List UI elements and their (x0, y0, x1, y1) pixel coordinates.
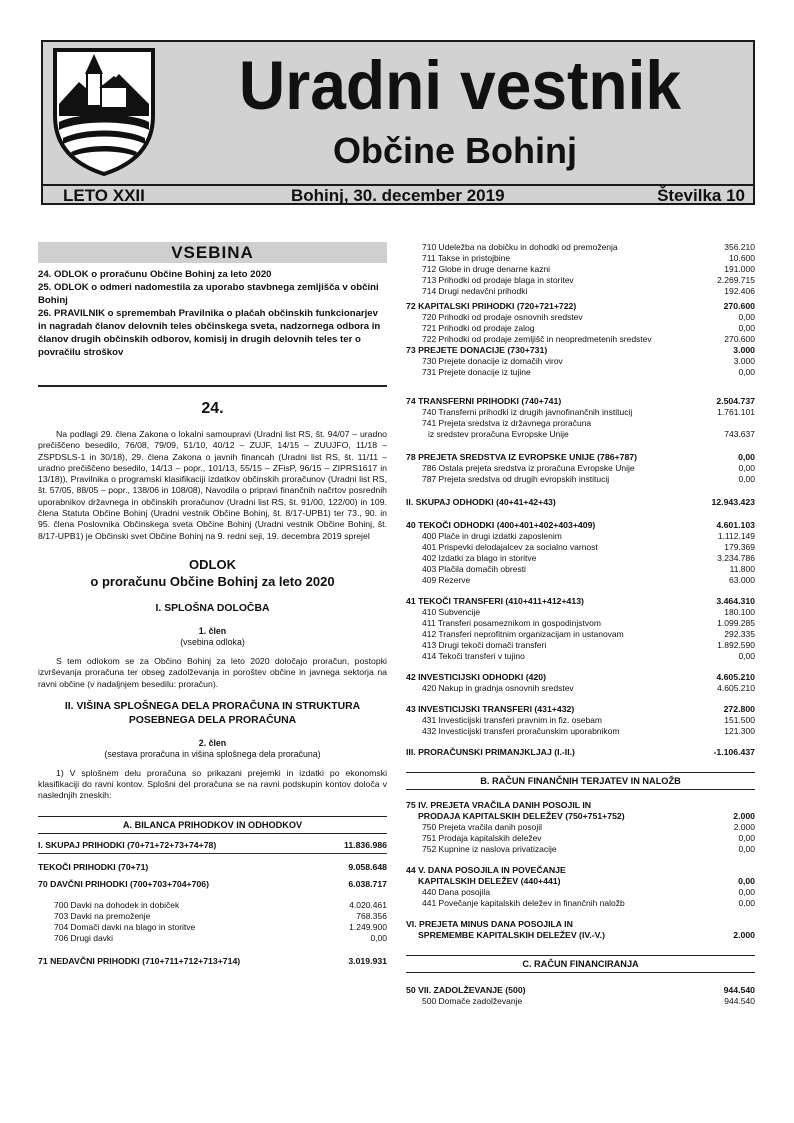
masthead-title: Uradni vestnik (238, 47, 682, 124)
article-subtitle: (sestava proračuna in višina splošnega dela proračuna) (104, 748, 321, 759)
table-row: 40 TEKOČI ODHODKI (400+401+402+403+409) 4.601.103 (406, 520, 755, 530)
table-row: 75 IV. PREJETA VRAČILA DANIH POSOJIL IN (406, 800, 592, 810)
masthead-subtitle: Občine Bohinj (332, 130, 577, 171)
contents-item: 24. ODLOK o proračunu Občine Bohinj za leto 2020 (38, 269, 272, 280)
municipal-crest-logo (49, 46, 159, 176)
table-row: PRODAJA KAPITALSKIH DELEŽEV (750+751+752) 2.000 (418, 811, 755, 821)
table-row: 440 Dana posojila 0,00 (422, 887, 755, 897)
table-row: 400 Plače in drugi izdatki zaposlenim 1.112.149 (422, 531, 755, 541)
table-row: 403 Plačila domačih obresti 11.800 (422, 564, 755, 574)
year-label: LETO XXII (63, 186, 145, 205)
issue-date: Bohinj, 30. december 2019 (291, 186, 505, 205)
left-column (38, 242, 387, 967)
contents-item: 25. ODLOK o odmeri nadomestila za uporabo stavbnega zemljišča v občini Bohinj (38, 282, 379, 306)
table-row: 409 Rezerve 63.000 (422, 575, 755, 585)
table-row: II. SKUPAJ ODHODKI (40+41+42+43) 12.943.423 (406, 497, 755, 507)
table-row: 710 Udeležba na dobičku in dohodki od premoženja 356.210 (422, 242, 755, 252)
table-row: 401 Prispevki delodajalcev za socialno varnost 179.369 (422, 542, 755, 552)
table-row: 752 Kupnine iz naslova privatizacije 0,00 (422, 844, 755, 854)
table-row: 730 Prejete donacije iz domačih virov 3.000 (422, 356, 755, 366)
preamble-text: Na podlagi 29. člena Zakona o lokalni samoupravi (Uradni list RS, št. 94/07 – uradno prečiščeno besedilo, 76/08, 79/09, 51/10, 40/12 – ZUJF, 14/15 – ZUUJFO, 11/18 – ZSPDSLS-1 in 30/18), 29. člena Zakona o javnih financah (Uradni list RS, št. 11/11 – uradno prečiščeno besedilo, 14/13 – popr., 101/13, 55/15 – ZFisP, 96/15 – ZIPRS1617 in 13/18)), Pravilnika o programski klasifikaciji izdatkov občinskih proračunov (Uradni list RS, št. 57/05, 88/05 – popr., 138/06 in 108/08), Navodila o pripravi finančnih načrtov posrednih uporabnikov državnega in občinskih proračunov (Uradni list RS, št. 91/00, 122/00) in 109. člena Statuta Občine Bohinj (Uradni vestnik Občine Bohinj, št. 8/17-UPB1) ter 73., 90. in 95. člena Poslovnika Občinskega sveta Občine Bohinj (Uradni vestnik Občine Bohinj, št. 8/17-UPB1) je Občinski svet Občine Bohinj na 9. redni seji, 19. decembra 2019 sprejel (38, 429, 387, 541)
table-row: 41 TEKOČI TRANSFERI (410+411+412+413) 3.464.310 (406, 596, 755, 606)
table-row: 441 Povečanje kapitalskih deležev in finančnih naložb 0,00 (422, 898, 755, 908)
table-row: 410 Subvencije 180.100 (422, 607, 755, 617)
table-row: SPREMEMBE KAPITALSKIH DELEŽEV (IV.-V.) 2.000 (418, 930, 755, 940)
table-row: 78 PREJETA SREDSTVA IZ EVROPSKE UNIJE (786+787) 0,00 (406, 452, 755, 462)
table-row: TEKOČI PRIHODKI (70+71) 9.058.648 (38, 861, 387, 872)
table-row: 412 Transferi neprofitnim organizacijam in ustanovam 292.335 (422, 629, 755, 639)
table-row: 706 Drugi davki 0,00 (54, 932, 387, 943)
table-row: 74 TRANSFERNI PRIHODKI (740+741) 2.504.737 (406, 396, 755, 406)
act-number: 24. (201, 400, 224, 417)
table-row: iz sredstev proračuna Evropske Unije 743.637 (428, 429, 755, 439)
table-row: 70 DAVČNI PRIHODKI (700+703+704+706) 6.038.717 (38, 878, 387, 889)
table-heading: A. BILANCA PRIHODKOV IN ODHODKOV (38, 816, 387, 834)
table-row: 431 Investicijski transferi pravnim in fiz. osebam 151.500 (422, 715, 755, 725)
table-row: 411 Transferi posameznikom in gospodinjstvom 1.099.285 (422, 618, 755, 628)
article-text: S tem odlokom se za Občino Bohinj za leto 2020 določajo proračun, postopki izvrševanja proračuna ter obseg zadolževanja in poroštev občine in javnega sektorja na ravni občine (v nadaljnjem besedilu: proračun). (38, 655, 387, 689)
table-row: 402 Izdatki za blago in storitve 3.234.786 (422, 553, 755, 563)
table-row: 42 INVESTICIJSKI ODHODKI (420) 4.605.210 (406, 672, 755, 682)
table-row: 703 Davki na premoženje 768.356 (54, 910, 387, 921)
table-row: 786 Ostala prejeta sredstva iz proračuna Evropske Unije 0,00 (422, 463, 755, 473)
table-row: 751 Prodaja kapitalskih deležev 0,00 (422, 833, 755, 843)
table-row: 741 Prejeta sredstva iz državnega proračuna (422, 418, 592, 428)
table-row: 720 Prihodki od prodaje osnovnih sredstev 0,00 (422, 312, 755, 322)
act-title: ODLOK (189, 556, 236, 572)
article-number: 2. člen (198, 737, 227, 748)
table-row: I. SKUPAJ PRIHODKI (70+71+72+73+74+78) 11.836.986 (38, 839, 387, 850)
table-row: 714 Drugi nedavčni prihodki 192.406 (422, 286, 755, 296)
table-row: 500 Domače zadolževanje 944.540 (422, 996, 755, 1006)
part-heading: II. VIŠINA SPLOŠNEGA DELA PRORAČUNA IN STRUKTURA POSEBNEGA DELA PRORAČUNA (64, 700, 361, 726)
table-row: 711 Takse in pristojbine 10.600 (422, 253, 755, 263)
table-row: 71 NEDAVČNI PRIHODKI (710+711+712+713+714) 3.019.931 (38, 955, 387, 966)
table-row: 420 Nakup in gradnja osnovnih sredstev 4.605.210 (422, 683, 755, 693)
table-row: 73 PREJETE DONACIJE (730+731) 3.000 (406, 345, 755, 355)
contents-item: 26. PRAVILNIK o spremembah Pravilnika o plačah občinskih funkcionarjev in nagradah članov delovnih teles občinskega sveta, nadzornega odbora in članov drugih občinskih odborov, komisij in drugih delovnih teles ter o povračilu stroškov (38, 308, 381, 358)
table-row: 50 VII. ZADOLŽEVANJE (500) 944.540 (406, 985, 755, 995)
issue-number: Številka 10 (657, 186, 745, 205)
table-row: 704 Domači davki na blago in storitve 1.249.900 (54, 921, 387, 932)
table-row: 432 Investicijski transferi proračunskim uporabnikom 121.300 (422, 726, 755, 736)
table-row: 700 Davki na dohodek in dobiček 4.020.461 (54, 899, 387, 910)
table-row: 413 Drugi tekoči domači transferi 1.892.590 (422, 640, 755, 650)
right-column (406, 242, 755, 1007)
table-row: 721 Prihodki od prodaje zalog 0,00 (422, 323, 755, 333)
table-row: 750 Prejeta vračila danih posojil 2.000 (422, 822, 755, 832)
article-subtitle: (vsebina odloka) (180, 636, 245, 647)
table-row: 787 Prejeta sredstva od drugih evropskih institucij 0,00 (422, 474, 755, 484)
table-row: 731 Prejete donacije iz tujine 0,00 (422, 367, 755, 377)
table-row: 43 INVESTICIJSKI TRANSFERI (431+432) 272.800 (406, 704, 755, 714)
table-row: 44 V. DANA POSOJILA IN POVEČANJE (406, 865, 566, 875)
table-row: 72 KAPITALSKI PRIHODKI (720+721+722) 270.600 (406, 301, 755, 311)
table-row: III. PRORAČUNSKI PRIMANJKLJAJ (I.-II.) -1.106.437 (406, 747, 755, 757)
contents-heading: VSEBINA (38, 242, 387, 263)
table-row: 713 Prihodki od prodaje blaga in storitev 2.269.715 (422, 275, 755, 285)
table-row: 712 Globe in druge denarne kazni 191.000 (422, 264, 755, 274)
part-heading: I. SPLOŠNA DOLOČBA (155, 602, 270, 614)
table-row: 740 Transferni prihodki iz drugih javnofinančnih institucij 1.761.101 (422, 407, 755, 417)
act-subtitle: o proračunu Občine Bohinj za leto 2020 (90, 573, 335, 589)
table-row: 722 Prihodki od prodaje zemljišč in neopredmetenih sredstev 270.600 (422, 334, 755, 344)
table-row: VI. PREJETA MINUS DANA POSOJILA IN (406, 919, 573, 929)
table-heading: B. RAČUN FINANČNIH TERJATEV IN NALOŽB (406, 772, 755, 790)
masthead-info-bar (43, 184, 753, 205)
article-text: 1) V splošnem delu proračuna so prikazani prejemki in izdatki po ekonomski klasifikaciji do ravni kontov. Splošni del proračuna se na ravni podskupin kontov določa v naslednjih zneskih: (38, 767, 387, 801)
table-heading: C. RAČUN FINANCIRANJA (406, 955, 755, 973)
table-row: KAPITALSKIH DELEŽEV (440+441) 0,00 (418, 876, 755, 886)
article-number: 1. člen (198, 625, 227, 636)
table-row: 414 Tekoči transferi v tujino 0,00 (422, 651, 755, 661)
